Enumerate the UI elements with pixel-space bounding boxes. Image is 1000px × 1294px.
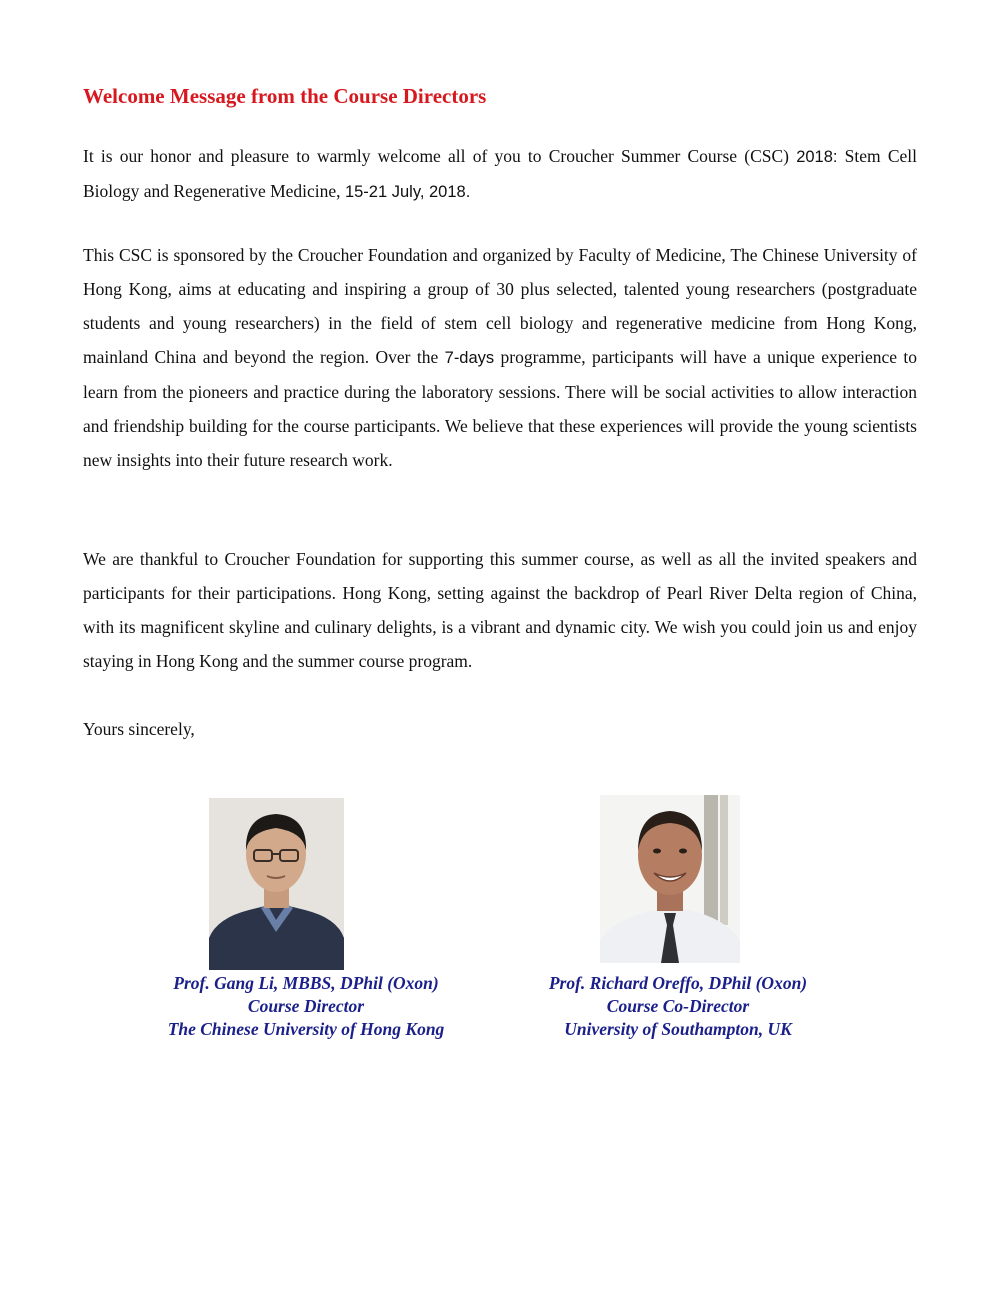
welcome-paragraph <box>83 139 917 209</box>
director-role: Course Director <box>247 996 365 1016</box>
closing-line: Yours sincerely, <box>83 719 195 739</box>
page-title: Welcome Message from the Course Directors <box>83 84 487 108</box>
course-dates: 15-21 July, 2018. <box>344 183 471 201</box>
director-role: Course Co-Director <box>606 996 750 1016</box>
thanks-paragraph: We are thankful to Croucher Foundation for supporting this summer course, as well as all the invited speakers and participants for their participations. Hong Kong, setting against the backdrop of Pearl River Delta region of China, with its magnificent skyline and culinary delights, is a vibrant and dynamic city. We wish you could join us and enjoy staying in Hong Kong and the summer course program. <box>83 549 917 671</box>
director-affiliation: The Chinese University of Hong Kong <box>167 1019 445 1039</box>
course-year: 2018: <box>796 148 838 166</box>
director-name: Prof. Richard Oreffo, DPhil (Oxon) <box>548 973 808 993</box>
director-name: Prof. Gang Li, MBBS, DPhil (Oxon) <box>173 973 439 993</box>
director-affiliation: University of Southampton, UK <box>564 1019 792 1039</box>
director-photo-gang-li <box>209 798 344 970</box>
director-caption-richard-oreffo <box>478 972 878 1041</box>
welcome-text-start: It is our honor and pleasure to warmly welcome all of you to Croucher Summer Course (CSC) <box>83 146 797 166</box>
director-caption-gang-li <box>106 972 506 1041</box>
sponsor-paragraph <box>83 238 917 477</box>
director-photo-richard-oreffo <box>600 795 740 963</box>
sponsor-text-end: programme, participants will have a unique experience to learn from the pioneers and practice during the laboratory sessions. There will be social activities to allow interaction and friendship building for the course participants. We believe that these experiences will provide the young scientists new insights into their future research work. <box>83 347 917 470</box>
sponsor-text-start: This CSC is sponsored by the Croucher Foundation and organized by Faculty of Medicine, The Chinese University of Hong Kong, aims at educating and inspiring a group of 30 plus selected, talented young researchers (postgraduate students and young researchers) in the field of stem cell biology and regenerative medicine from Hong Kong, mainland China and beyond the region. Over the <box>83 245 917 367</box>
course-title: Stem Cell Biology and Regenerative Medicine, <box>83 146 917 201</box>
course-duration: 7-days <box>444 349 495 367</box>
